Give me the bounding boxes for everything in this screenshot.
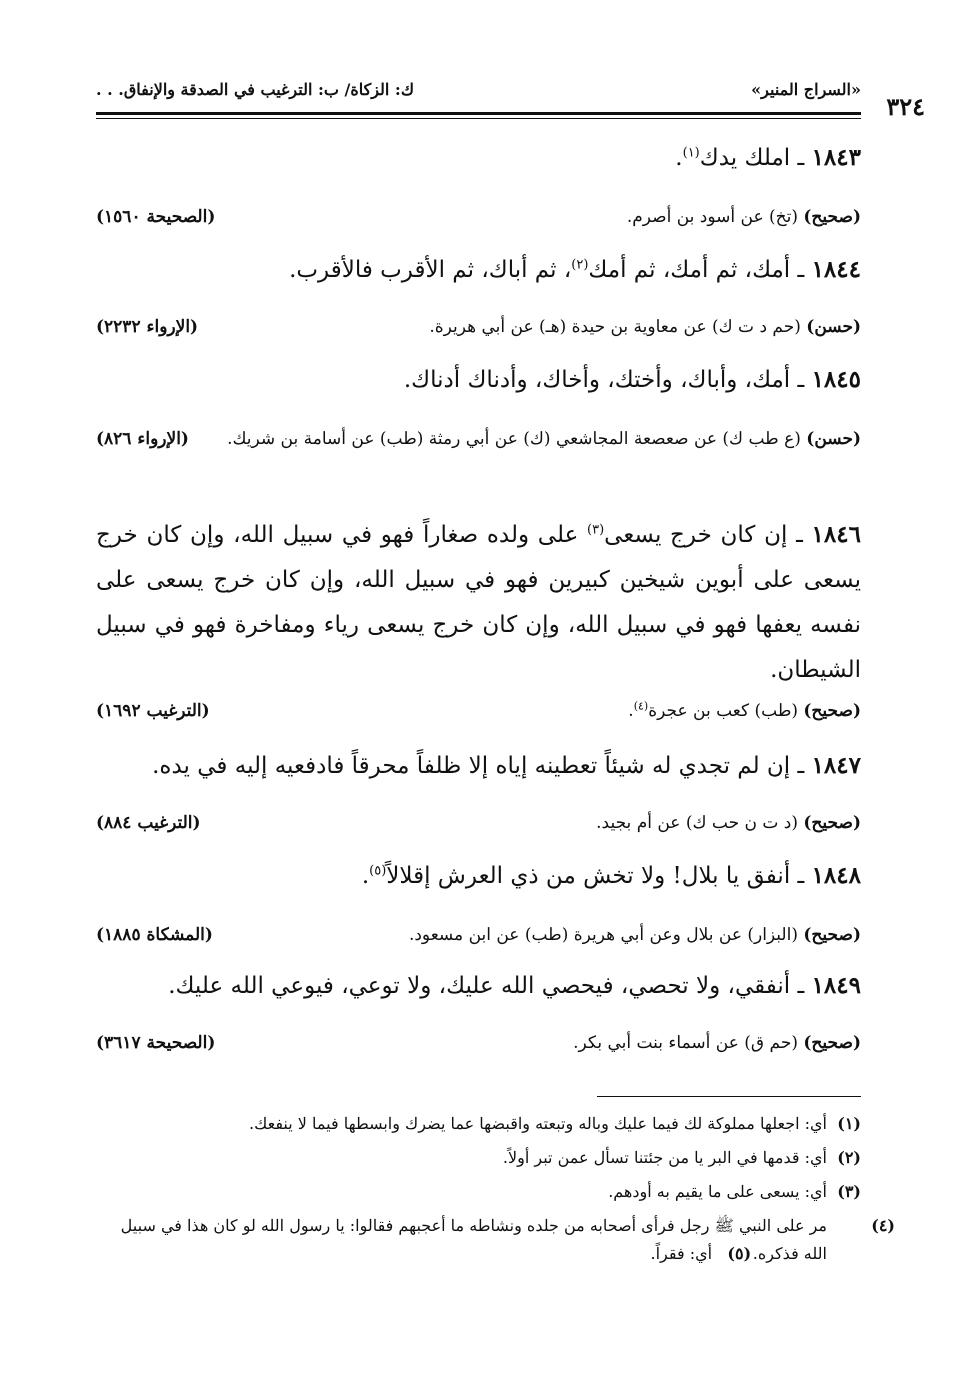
- hadith-text-end: .: [675, 145, 683, 171]
- grade: (حسن): [806, 429, 861, 449]
- header-rule-thin: [96, 118, 861, 119]
- footnote-text: أي: اجعلها مملوكة لك فيما عليك وباله وتبعته واقبضها عما يضرك وابسطها فيما لا ينفعك.: [249, 1114, 827, 1133]
- footnote-mark: (١): [837, 1114, 861, 1133]
- hadith-text-end: على ولده صغاراً فهو في سبيل الله، وإن كان خرج يسعى على أبوين شيخين كبيرين فهو في سبيل الله، وإن كان خرج يسعى على نفسه يعفها فهو في سبيل الله، وإن كان خرج يسعى رياء ومفاخرة فهو في سبيل الشيطان.: [96, 522, 861, 683]
- hadith-text: أمك، ثم أمك، ثم أمك: [588, 257, 791, 283]
- source: (د ت ن حب ك) عن أم بجيد.: [596, 813, 798, 833]
- hadith-text-end: .: [361, 863, 370, 889]
- hadith-1849: ١٨٤٩ ـ أنفقي، ولا تحصي، فيحصي الله عليك، ولا توعي، فيوعي الله عليك.: [168, 972, 861, 999]
- note-ref: (٢): [571, 257, 589, 273]
- hadith-number: ١٨٤٩: [811, 972, 861, 999]
- hadith-1844: ١٨٤٤ ـ أمك، ثم أمك، ثم أمك$^{(٢)}$، ثم أباك، ثم الأقرب فالأقرب.: [289, 256, 861, 283]
- footnote-mark: (٢): [837, 1148, 861, 1167]
- source: (تخ) عن أسود بن أصرم.: [626, 207, 798, 227]
- grade: (حسن): [806, 317, 861, 337]
- source-end: .: [628, 701, 634, 721]
- grade-row-1847: [96, 810, 861, 836]
- note-ref: (٣): [587, 522, 605, 538]
- reference: (المشكاة ١٨٨٥): [96, 925, 213, 945]
- note-ref: (٥): [369, 863, 387, 879]
- footnote-text: أي: قدمها في البر يا من جئتنا تسأل عمن تبر أولاً.: [502, 1148, 827, 1167]
- hadith-text: أمك، وأباك، وأختك، وأخاك، وأدناك أدناك.: [403, 367, 791, 393]
- footnote-mark: (٤): [871, 1216, 895, 1235]
- grade-row-1846: [96, 698, 861, 724]
- source: (البزار) عن بلال وعن أبي هريرة (طب) عن ابن مسعود.: [408, 925, 798, 945]
- hadith-text: أنفق يا بلال! ولا تخش من ذي العرش إقلالاً: [386, 863, 791, 889]
- grade-row-1845: [96, 422, 861, 456]
- footnote-text: أي: يسعى على ما يقيم به أودهم.: [608, 1182, 827, 1201]
- reference: (الترغيب ١٦٩٢): [96, 701, 210, 721]
- note-ref: (٤): [633, 699, 649, 713]
- note-ref: (١): [682, 145, 700, 161]
- reference: (الإرواء ٨٢٦): [96, 429, 189, 449]
- footnote-text: مر على النبي ﷺ رجل فرأى أصحابه من جلده ونشاطه ما أعجبهم فقالوا: يا رسول الله لو كان هذا في سبيل الله فذكره.: [120, 1216, 827, 1263]
- header-rule-thick: [96, 112, 861, 115]
- grade: (صحيح): [803, 925, 861, 945]
- grade-row-1843: [96, 204, 861, 230]
- hadith-number: ١٨٤٣: [811, 144, 861, 171]
- book-title: «السراج المنير»: [751, 80, 861, 99]
- hadith-text: إن لم تجدي له شيئاً تعطينه إياه إلا ظلفاً محرقاً فادفعيه إليه في يده.: [152, 753, 791, 779]
- hadith-1843: ١٨٤٣ ـ املك يدك$^{(١)}$.: [675, 144, 861, 171]
- grade-row-1849: [96, 1030, 861, 1056]
- footnote-3: [96, 1178, 861, 1206]
- hadith-1845: ١٨٤٥ ـ أمك، وأباك، وأختك، وأخاك، وأدناك أدناك.: [403, 366, 861, 393]
- hadith-number: ١٨٤٨: [811, 862, 861, 889]
- reference: (الصحيحة ١٥٦٠): [96, 207, 216, 227]
- footnote-rule: [597, 1096, 861, 1097]
- footnote-mark: (٣): [837, 1182, 861, 1201]
- grade: (صحيح): [803, 701, 861, 721]
- footnote-1: [96, 1110, 861, 1138]
- hadith-number: ١٨٤٥: [811, 366, 861, 393]
- grade-row-1848: [96, 922, 861, 948]
- hadith-number: ١٨٤٦: [811, 521, 861, 548]
- hadith-number: ١٨٤٤: [811, 256, 861, 283]
- hadith-text: إن كان خرج يسعى: [604, 522, 788, 548]
- chapter-title: ك: الزكاة/ ب: الترغيب في الصدقة والإنفاق. . .: [96, 80, 415, 99]
- footnote-4: (٤)مر على النبي ﷺ رجل فرأى أصحابه من جلده ونشاطه ما أعجبهم فقالوا: يا رسول الله لو كان هذا في سبيل الله فذكره. (٥) أي: فقراً.: [96, 1212, 861, 1268]
- reference: (الترغيب ٨٨٤): [96, 813, 201, 833]
- hadith-number: ١٨٤٧: [811, 752, 861, 779]
- page-number: ٣٢٤: [886, 92, 925, 121]
- hadith-text: أنفقي، ولا تحصي، فيحصي الله عليك، ولا توعي، فيوعي الله عليك.: [168, 973, 791, 999]
- footnote-2: [96, 1144, 861, 1172]
- hadith-1846: ١٨٤٦ ـ إن كان خرج يسعى$^{(٣)}$ على ولده صغاراً فهو في سبيل الله، وإن كان خرج يسعى على أبوين شيخين كبيرين فهو في سبيل الله، وإن كان خرج يسعى على نفسه يعفها فهو في سبيل الله، وإن كان خرج يسعى رياء ومفاخرة فهو في سبيل الشيطان.: [96, 521, 861, 683]
- hadith-1848: ١٨٤٨ ـ أنفق يا بلال! ولا تخش من ذي العرش إقلالاً$^{(٥)}$.: [361, 862, 861, 889]
- source: (ع طب ك) عن صعصعة المجاشعي (ك) عن أبي رمثة (طب) عن أسامة بن شريك.: [227, 429, 801, 449]
- grade: (صحيح): [803, 813, 861, 833]
- hadith-1847: ١٨٤٧ ـ إن لم تجدي له شيئاً تعطينه إياه إلا ظلفاً محرقاً فادفعيه إليه في يده.: [152, 752, 861, 779]
- hadith-text-end: ، ثم أباك، ثم الأقرب فالأقرب.: [289, 257, 572, 283]
- grade: (صحيح): [803, 207, 861, 227]
- source: (حم د ت ك) عن معاوية بن حيدة (هـ) عن أبي هريرة.: [429, 317, 801, 337]
- source: (طب) كعب بن عجرة: [648, 701, 798, 721]
- grade: (صحيح): [803, 1033, 861, 1053]
- grade-row-1844: [96, 314, 861, 340]
- source: (حم ق) عن أسماء بنت أبي بكر.: [573, 1033, 798, 1053]
- hadith-text: املك يدك: [699, 145, 791, 171]
- reference: (الصحيحة ٣٦١٧): [96, 1033, 216, 1053]
- reference: (الإرواء ٢٢٣٢): [96, 317, 199, 337]
- footnote-text: أي: فقراً.: [650, 1244, 713, 1263]
